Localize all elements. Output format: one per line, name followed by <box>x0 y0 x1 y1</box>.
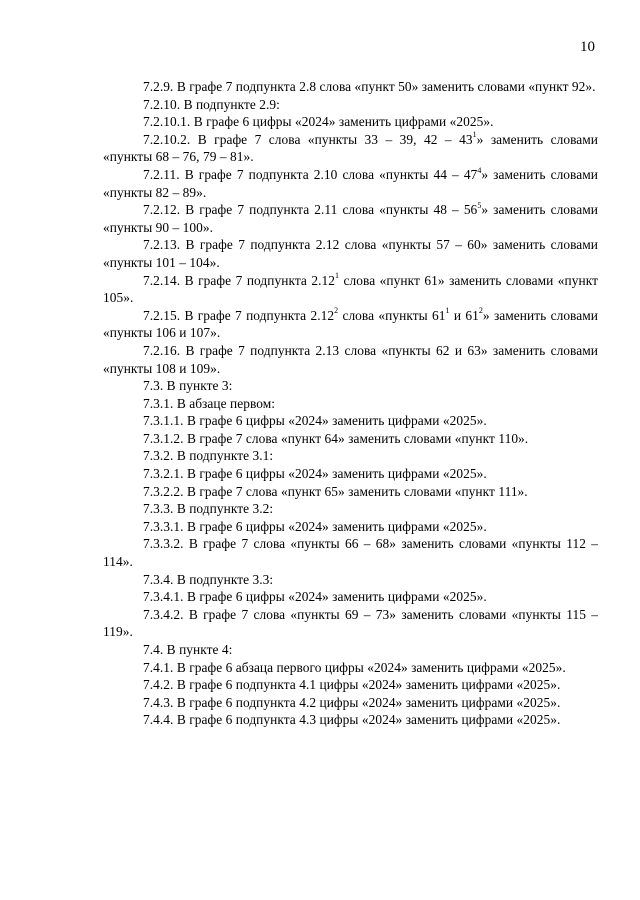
paragraph-7-4-2: 7.4.2. В графе 6 подпункта 4.1 цифры «2024» заменить цифрами «2025». <box>143 677 561 693</box>
superscript: 2 <box>478 306 483 316</box>
superscript: 1 <box>445 306 450 316</box>
paragraph-7-3-4-1: 7.3.4.1. В графе 6 цифры «2024» заменить цифрами «2025». <box>143 589 487 605</box>
paragraph-7-3-4: 7.3.4. В подпункте 3.3: <box>143 571 274 587</box>
paragraph-7-3-1-1: 7.3.1.1. В графе 6 цифры «2024» заменить цифрами «2025». <box>143 413 487 429</box>
paragraph-7-3-2-2: 7.3.2.2. В графе 7 слова «пункт 65» заменить словами «пункт 111». <box>143 483 528 499</box>
paragraph-7-2-10-1: 7.2.10.1. В графе 6 цифры «2024» заменить цифрами «2025». <box>143 114 494 130</box>
superscript: 4 <box>477 165 482 175</box>
paragraph-7-3-3-2: 7.3.3.2. В графе 7 слова «пункты 66 – 68» заменить словами «пункты 112 – 114». <box>103 536 598 570</box>
paragraph-7-3-1: 7.3.1. В абзаце первом: <box>143 395 276 411</box>
paragraph-7-2-12: 7.2.12. В графе 7 подпункта 2.11 слова «пункты $48 - 56^5$» заменить словами «пункты 90 – 100». <box>103 200 598 235</box>
paragraph-7-3-3: 7.3.3. В подпункте 3.2: <box>143 501 274 517</box>
paragraph-7-3-4-2: 7.3.4.2. В графе 7 слова «пункты 69 – 73» заменить словами «пункты 115 – 119». <box>103 606 598 640</box>
paragraph-7-2-10-2: 7.2.10.2. В графе 7 слова «пункты 33 – 39, $42 - 43^1$» заменить словами «пункты 68 – 76, 79 – 81». <box>103 130 598 165</box>
paragraph-7-2-13: 7.2.13. В графе 7 подпункта 2.12 слова «пункты 57 – 60» заменить словами «пункты 101 – 104». <box>103 237 598 270</box>
paragraph-7-2-16: 7.2.16. В графе 7 подпункта 2.13 слова «пункты 62 и 63» заменить словами «пункты 108 и 109». <box>103 342 598 376</box>
paragraph-7-4-4: 7.4.4. В графе 6 подпункта 4.3 цифры «2024» заменить цифрами «2025». <box>143 712 561 728</box>
paragraph-7-3-1-2: 7.3.1.2. В графе 7 слова «пункт 64» заменить словами «пункт 110». <box>143 430 529 446</box>
superscript: 1 <box>472 130 477 140</box>
paragraph-7-4-1: 7.4.1. В графе 6 абзаца первого цифры «2024» заменить цифрами «2025». <box>143 659 566 675</box>
paragraph-7-3-2-1: 7.3.2.1. В графе 6 цифры «2024» заменить цифрами «2025». <box>143 466 487 482</box>
superscript: 5 <box>477 200 482 210</box>
document-body <box>103 78 598 729</box>
page-number: 10 <box>580 39 595 55</box>
paragraph-7-3-2: 7.3.2. В подпункте 3.1: <box>143 448 274 464</box>
paragraph-7-3: 7.3. В пункте 3: <box>143 378 233 394</box>
paragraph-7-2-10: 7.2.10. В подпункте 2.9: <box>143 96 280 112</box>
paragraph-7-2-11: 7.2.11. В графе 7 подпункта 2.10 слова «пункты $44 - 47^4$» заменить словами «пункты 82 – 89». <box>103 165 598 200</box>
paragraph-7-2-15: 7.2.15. В графе 7 подпункта 2.12$^2$ слова «пункты $61^1$ и $61^2$» заменить словами «пункты 106 и 107». <box>103 306 598 341</box>
paragraph-7-4-3: 7.4.3. В графе 6 подпункта 4.2 цифры «2024» заменить цифрами «2025». <box>143 694 561 710</box>
paragraph-7-3-3-1: 7.3.3.1. В графе 6 цифры «2024» заменить цифрами «2025». <box>143 518 487 534</box>
paragraph-7-2-9: 7.2.9. В графе 7 подпункта 2.8 слова «пункт 50» заменить словами «пункт 92». <box>143 79 596 94</box>
paragraph-7-4: 7.4. В пункте 4: <box>143 642 233 657</box>
paragraph-7-2-14: 7.2.14. В графе 7 подпункта 2.12$^1$ слова «пункт 61» заменить словами «пункт 105». <box>103 271 598 306</box>
superscript: 2 <box>334 306 339 316</box>
superscript: 1 <box>335 271 340 281</box>
